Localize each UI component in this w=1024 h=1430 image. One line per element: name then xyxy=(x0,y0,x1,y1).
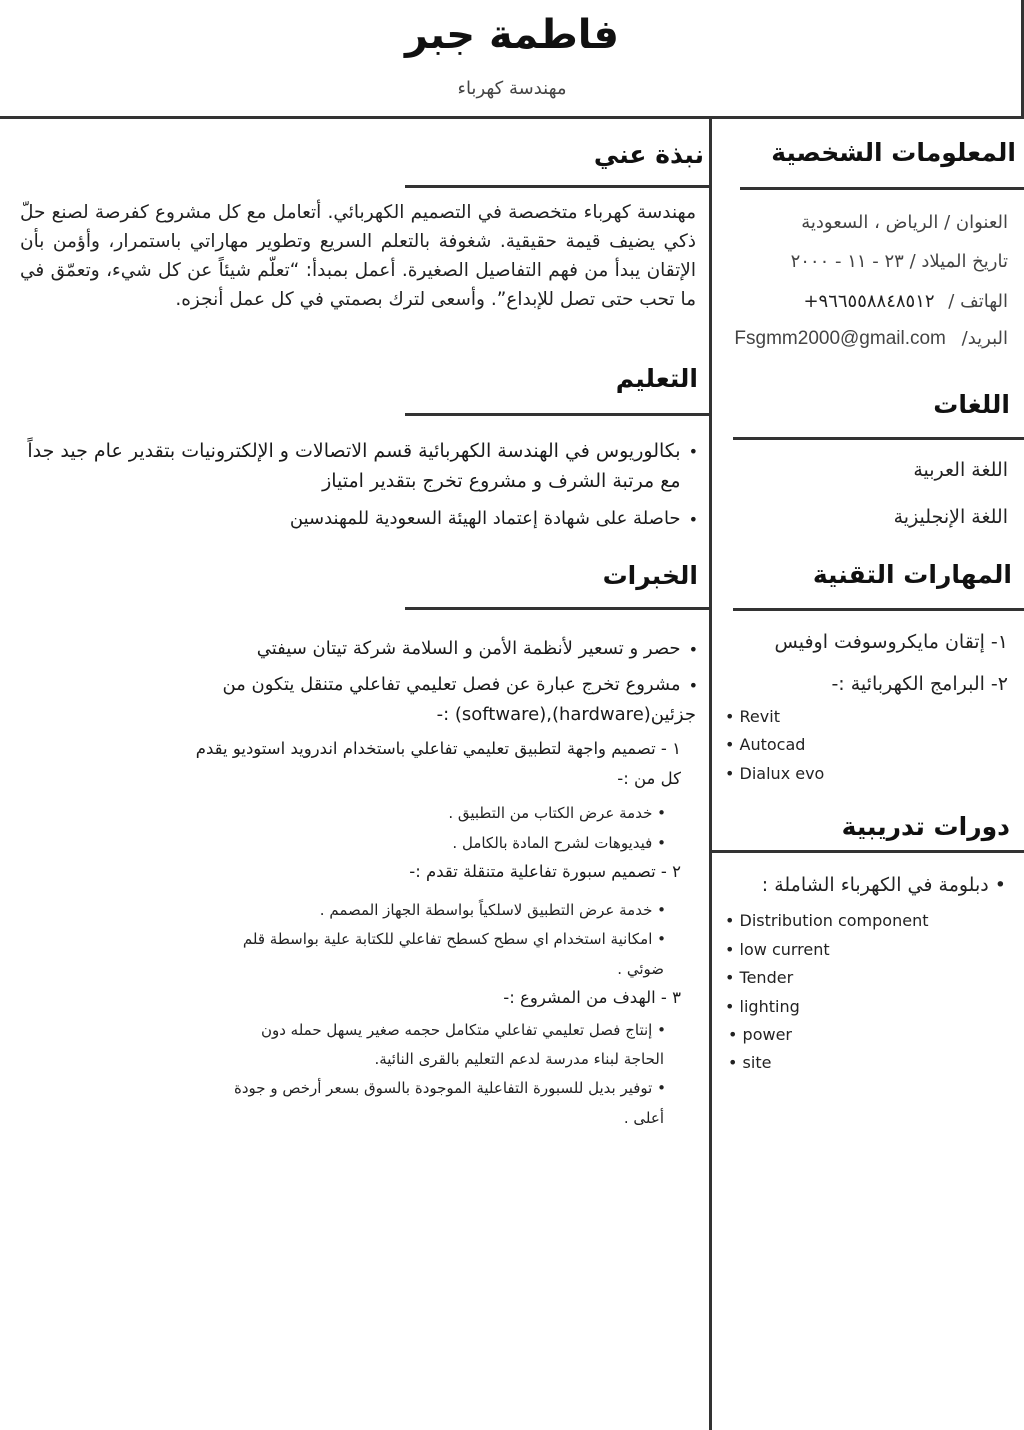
bullet-dot: • xyxy=(657,1079,666,1097)
birth-label: تاريخ الميلاد / xyxy=(909,251,1008,272)
about-text: مهندسة كهرباء متخصصة في التصميم الكهربائي. أتعامل مع كل مشروع كفرصة لصنع حلّ ذكي يضيف قيمة حقيقية. شغوفة بالتعلم السريع وتطوير مهاراتي باستمرار، وأؤمن بأن الإتقان يبدأ من فهم التفاصيل الصغيرة. أعمل بمبدأ: “تعلّم شيئاً عن كل شيء، وتعمّق في ما تحب حتى تصل للإبداع”. وأسعى لترك بصمتي في كل عمل أنجزه. xyxy=(20,202,696,310)
software-item: • Autocad xyxy=(725,735,806,754)
bullet-dot: • xyxy=(728,1025,738,1044)
column-divider xyxy=(709,118,712,1430)
about-underline xyxy=(405,185,709,188)
education-underline xyxy=(405,413,709,416)
course-topic: • Tender xyxy=(725,968,794,987)
education-item: • حاصلة على شهادة إعتماد الهيئة السعودية للمهندسين xyxy=(290,504,698,536)
language-item: اللغة الإنجليزية xyxy=(893,506,1008,528)
project-subitem: ١ - تصميم واجهة لتطبيق تعليمي تفاعلي باستخدام اندرويد استوديو يقدم xyxy=(195,739,681,758)
birth-row xyxy=(791,251,1008,272)
courses-underline xyxy=(712,850,1024,853)
language-item: اللغة العربية xyxy=(913,459,1008,481)
address-label: العنوان / xyxy=(944,212,1008,233)
software-item: • Dialux evo xyxy=(725,764,825,783)
bullet-dot: • xyxy=(688,510,698,529)
skill-item: ٢- البرامج الكهربائية :- xyxy=(831,673,1008,695)
personal-info-heading: المعلومات الشخصية xyxy=(771,138,1016,167)
project-point: • إنتاج فصل تعليمي تفاعلي متكامل حجمه صغير يسهل حمله دون xyxy=(260,1021,666,1039)
experience-item: • حصر و تسعير لأنظمة الأمن و السلامة شركة تيتان سيفتي xyxy=(257,634,698,666)
birth-value: ٢٣ - ١١ - ٢٠٠٠ xyxy=(790,251,904,272)
bullet-dot: • xyxy=(725,997,735,1016)
project-point-continued: أعلى . xyxy=(623,1109,664,1127)
bullet-dot: • xyxy=(657,834,666,852)
languages-underline xyxy=(733,437,1024,440)
course-topic: • site xyxy=(728,1053,772,1072)
course-topic: • low current xyxy=(725,940,830,959)
bullet-dot: • xyxy=(725,968,735,987)
bullet-dot: • xyxy=(657,804,666,822)
bullet-dot: • xyxy=(657,1021,666,1039)
project-point: • امكانية استخدام اي سطح كسطح تفاعلي للكتابة علية بواسطة قلم xyxy=(242,930,666,948)
bullet-dot: • xyxy=(994,874,1006,896)
bullet-dot: • xyxy=(657,901,666,919)
project-point: • خدمة عرض الكتاب من التطبيق . xyxy=(448,804,666,822)
project-point-continued: الحاجة لبناء مدرسة لدعم التعليم بالقرى النائية. xyxy=(374,1050,664,1068)
phone-label: الهاتف / xyxy=(948,291,1008,312)
project-point: • فيديوهات لشرح المادة بالكامل . xyxy=(452,834,666,852)
bullet-dot: • xyxy=(725,940,735,959)
experience-item-continued: جزئين(hardware),(software) :- xyxy=(436,704,696,725)
bullet-dot: • xyxy=(728,1053,738,1072)
course-topic: • power xyxy=(728,1025,792,1044)
phone-row xyxy=(803,291,1008,312)
tech-skills-underline xyxy=(733,608,1024,611)
project-subitem: ٣ - الهدف من المشروع :- xyxy=(503,988,681,1007)
education-heading: التعليم xyxy=(615,364,698,393)
tech-skills-heading: المهارات التقنية xyxy=(812,560,1012,589)
header-divider xyxy=(0,116,1024,119)
about-heading: نبذة عني xyxy=(593,140,704,169)
diploma-item: • دبلومة في الكهرباء الشاملة : xyxy=(761,874,1006,896)
education-item: • بكالوريوس في الهندسة الكهربائية قسم الاتصالات و الإلكترونيات بتقدير عام جيد جداً مع مرتبة الشرف و مشروع تخرج بتقدير امتياز xyxy=(22,436,698,496)
phone-value: +٩٦٦٥٥٨٨٤٨٥١٢ xyxy=(803,291,935,312)
address-row xyxy=(801,212,1008,233)
course-topic: • Distribution component xyxy=(725,911,929,930)
bullet-dot: • xyxy=(688,676,698,695)
personal-info-underline xyxy=(740,187,1024,190)
email-label: البريد/ xyxy=(961,328,1008,349)
experience-heading: الخبرات xyxy=(602,561,698,590)
bullet-dot: • xyxy=(688,640,698,659)
project-point-continued: ضوئي . xyxy=(617,960,664,978)
bullet-dot: • xyxy=(725,707,735,726)
languages-heading: اللغات xyxy=(933,390,1010,419)
course-topic: • lighting xyxy=(725,997,800,1016)
project-point: • خدمة عرض التطبيق لاسلكياً بواسطة الجهاز المصمم . xyxy=(319,901,666,919)
email-row xyxy=(734,328,1008,350)
bullet-dot: • xyxy=(688,442,698,461)
job-title: مهندسة كهرباء xyxy=(457,78,567,99)
project-point: • توفير بديل للسبورة التفاعلية الموجودة بالسوق بسعر أرخص و جودة xyxy=(234,1079,666,1097)
skill-item: ١- إتقان مايكروسوفت اوفيس xyxy=(774,631,1008,653)
project-subitem-continued: كل من :- xyxy=(617,769,681,788)
project-subitem: ٢ - تصميم سبورة تفاعلية متنقلة تقدم :- xyxy=(409,862,681,881)
address-value: الرياض ، السعودية xyxy=(801,212,939,233)
bullet-dot: • xyxy=(725,764,735,783)
bullet-dot: • xyxy=(725,735,735,754)
experience-item: • مشروع تخرج عبارة عن فصل تعليمي تفاعلي متنقل يتكون من xyxy=(222,670,698,702)
software-item: • Revit xyxy=(725,707,780,726)
email-value[interactable]: Fsgmm2000@gmail.com xyxy=(734,328,946,349)
experience-underline xyxy=(405,607,709,610)
bullet-dot: • xyxy=(725,911,735,930)
bullet-dot: • xyxy=(657,930,666,948)
person-name: فاطمة جبر xyxy=(405,12,619,58)
courses-heading: دورات تدريبية xyxy=(841,812,1010,841)
